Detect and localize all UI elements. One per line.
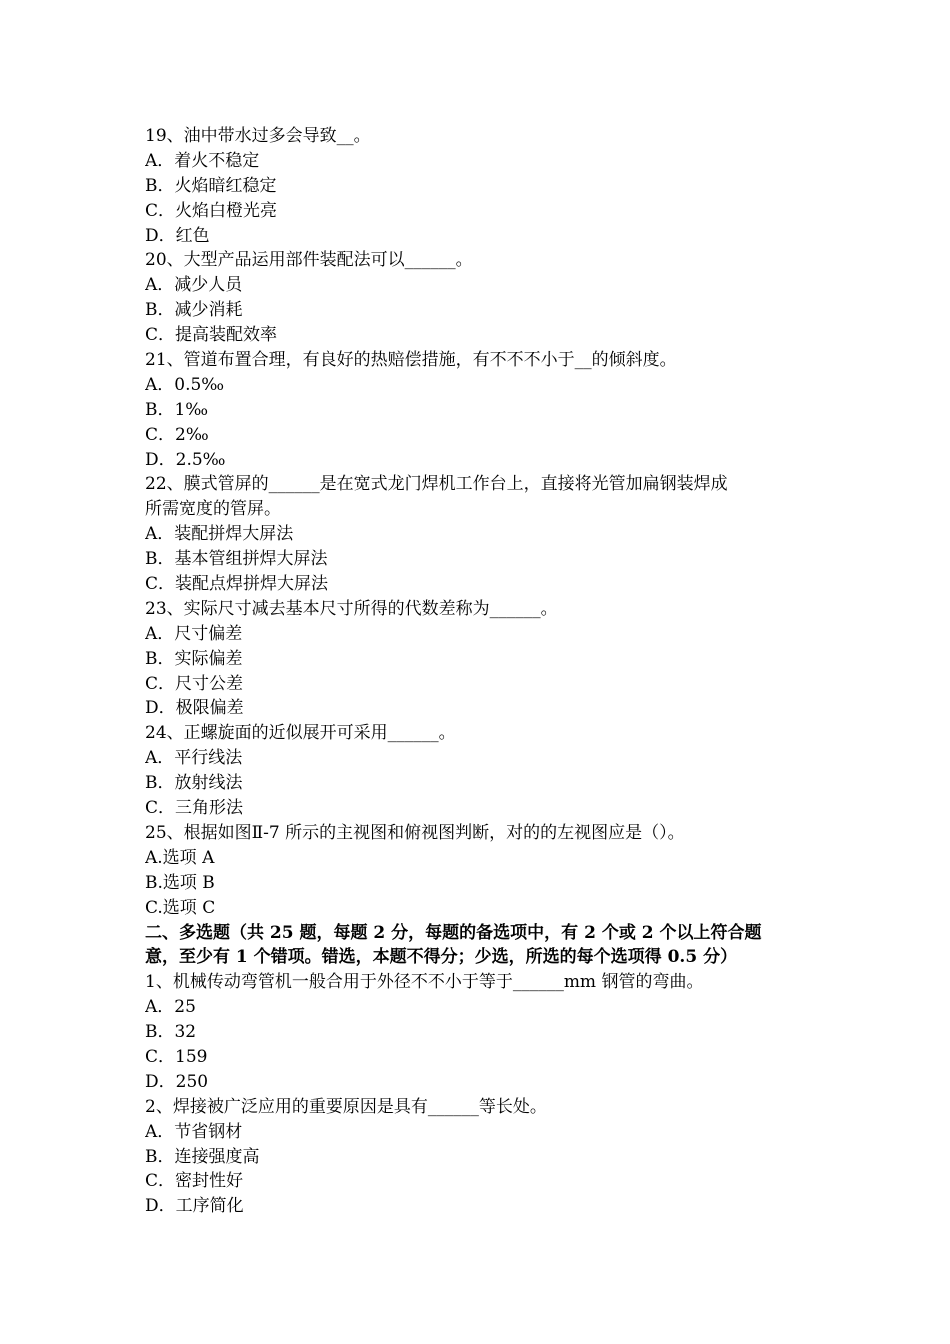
question-22-line-2: 所需宽度的管屏。: [145, 499, 281, 520]
option-19-d: D．红色: [145, 225, 210, 246]
multi-option-2-d: D．工序简化: [145, 1196, 244, 1217]
document-page: [145, 124, 813, 1219]
question-22-line-1: 22、膜式管屏的______是在宽式龙门焊机工作台上，直接将光管加扁钢装焊成: [145, 474, 728, 495]
option-22-c: C．装配点焊拼焊大屏法: [145, 574, 329, 595]
question-24: 24、正螺旋面的近似展开可采用______。: [145, 723, 456, 744]
section-heading-line-1: 二、多选题（共 25 题，每题 2 分，每题的备选项中，有 2 个或 2 个以上符合题: [145, 922, 762, 943]
option-25-b: B.选项 B: [145, 872, 215, 893]
option-20-c: C．提高装配效率: [145, 325, 278, 346]
multi-option-1-b: B．32: [145, 1022, 197, 1043]
option-21-d: D．2.5‰: [145, 449, 226, 470]
option-20-a: A．减少人员: [145, 275, 243, 296]
multi-option-1-d: D．250: [145, 1071, 209, 1092]
option-25-a: A.选项 A: [145, 847, 215, 868]
option-21-a: A．0.5‰: [145, 374, 225, 395]
option-22-a: A．装配拼焊大屏法: [145, 524, 294, 545]
option-23-a: A．尺寸偏差: [145, 623, 243, 644]
multi-question-2: 2、焊接被广泛应用的重要原因是具有______等长处。: [145, 1096, 547, 1117]
option-19-b: B．火焰暗红稳定: [145, 175, 277, 196]
option-23-d: D．极限偏差: [145, 698, 244, 719]
option-22-b: B．基本管组拼焊大屏法: [145, 549, 328, 570]
multi-option-2-b: B．连接强度高: [145, 1146, 260, 1167]
option-25-c: C.选项 C: [145, 897, 216, 918]
option-21-b: B．1‰: [145, 399, 209, 420]
question-21: 21、管道布置合理，有良好的热赔偿措施，有不不不小于__的倾斜度。: [145, 350, 677, 371]
option-21-c: C．2‰: [145, 424, 209, 445]
option-23-c: C．尺寸公差: [145, 673, 244, 694]
section-heading-line-2: 意，至少有 1 个错项。错选，本题不得分；少选，所选的每个选项得 0.5 分）: [145, 947, 738, 968]
question-25: 25、根据如图Ⅱ-7 所示的主视图和俯视图判断，对的的左视图应是（）。: [145, 822, 685, 843]
option-24-b: B．放射线法: [145, 773, 243, 794]
option-23-b: B．实际偏差: [145, 648, 243, 669]
multi-option-1-a: A．25: [145, 997, 196, 1018]
option-20-b: B．减少消耗: [145, 300, 243, 321]
option-19-c: C．火焰白橙光亮: [145, 200, 278, 221]
multi-option-1-c: C．159: [145, 1046, 208, 1067]
multi-option-2-c: C．密封性好: [145, 1171, 244, 1192]
option-24-a: A．平行线法: [145, 748, 243, 769]
question-23: 23、实际尺寸减去基本尺寸所得的代数差称为______。: [145, 598, 558, 619]
multi-option-2-a: A．节省钢材: [145, 1121, 243, 1142]
question-19: 19、油中带水过多会导致__。: [145, 126, 371, 146]
option-19-a: A．着火不稳定: [145, 150, 260, 171]
question-20: 20、大型产品运用部件装配法可以______。: [145, 250, 473, 271]
option-24-c: C．三角形法: [145, 798, 244, 819]
multi-question-1: 1、机械传动弯管机一般合用于外径不不小于等于______mm 钢管的弯曲。: [145, 972, 704, 993]
